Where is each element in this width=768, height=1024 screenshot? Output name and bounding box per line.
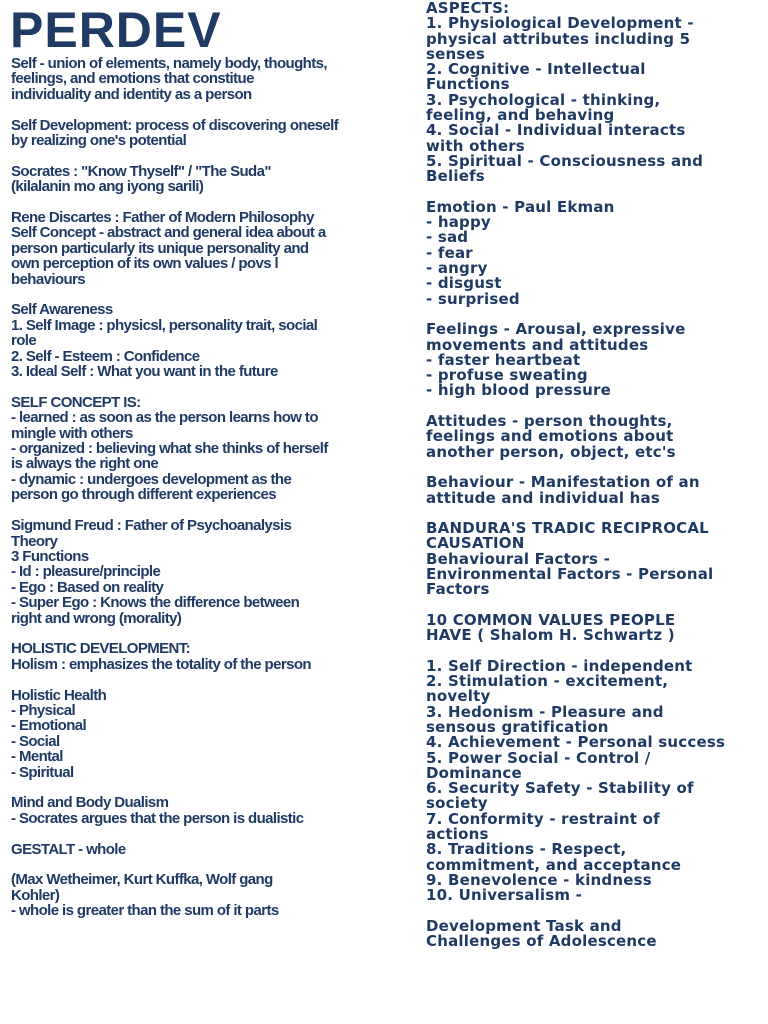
text-line: actions: [426, 825, 489, 844]
text-line: Challenges of Adolescence: [426, 932, 657, 951]
text-line: 3. Psychological - thinking,: [426, 90, 661, 109]
section-self-development: [11, 118, 423, 149]
text-line: feelings, and emotions that constitue: [11, 70, 254, 88]
section-gestalt-people: [11, 872, 423, 918]
section-behaviour: [426, 475, 768, 506]
text-line: society: [426, 794, 488, 813]
section-holistic-development: [11, 641, 423, 672]
text-line: - learned : as soon as the person learns how to: [11, 409, 318, 427]
text-line: Holism : emphasizes the totality of the person: [11, 655, 311, 673]
text-line: Development Task and: [426, 916, 622, 935]
section-self-definition: [11, 56, 423, 102]
text-line: - faster heartbeat: [426, 350, 581, 369]
text-line: 6. Security Safety - Stability of: [426, 779, 694, 798]
text-line: Rene Discartes : Father of Modern Philosophy: [11, 209, 314, 227]
text-line: own perception of its own values / povs l: [11, 255, 279, 273]
text-line: - surprised: [426, 289, 520, 308]
text-line: physical attributes including 5: [426, 29, 691, 48]
text-line: Emotion - Paul Ekman: [426, 197, 615, 216]
text-line: 3. Hedonism - Pleasure and: [426, 702, 664, 721]
text-line: another person, object, etc's: [426, 442, 676, 461]
text-line: by realizing one's potential: [11, 132, 187, 150]
text-line: HAVE ( Shalom H. Schwartz ): [426, 626, 675, 645]
text-line: feelings and emotions about: [426, 427, 674, 446]
text-line: Self Concept - abstract and general idea about a: [11, 224, 326, 242]
text-line: 10. Universalism -: [426, 886, 583, 905]
text-line: 4. Achievement - Personal success: [426, 733, 726, 752]
text-line: CAUSATION: [426, 534, 525, 553]
text-line: mingle with others: [11, 424, 133, 442]
text-line: Mind and Body Dualism: [11, 794, 169, 812]
text-line: - Id : pleasure/principle: [11, 563, 161, 581]
section-rene-descartes: [11, 210, 423, 287]
section-sigmund-freud: [11, 518, 423, 626]
left-column: [11, 56, 423, 934]
text-line: (Max Wetheimer, Kurt Kuffka, Wolf gang: [11, 871, 273, 889]
text-line: Theory: [11, 532, 58, 550]
text-line: GESTALT - whole: [11, 840, 126, 858]
text-line: person particularly its unique personality and: [11, 239, 309, 257]
text-line: Attitudes - person thoughts,: [426, 412, 673, 431]
text-line: attitude and individual has: [426, 488, 660, 507]
text-line: - angry: [426, 259, 488, 278]
text-line: with others: [426, 136, 525, 155]
page-title: PERDEV: [10, 2, 222, 58]
text-line: (kilalanin mo ang iyong sarili): [11, 178, 204, 196]
section-holistic-health: [11, 688, 423, 780]
text-line: 1. Physiological Development -: [426, 14, 694, 33]
text-line: Functions: [426, 75, 510, 94]
text-line: - whole is greater than the sum of it parts: [11, 902, 279, 920]
section-self-concept-is: [11, 395, 423, 503]
text-line: - Mental: [11, 748, 63, 766]
text-line: - sad: [426, 228, 469, 247]
text-line: 10 COMMON VALUES PEOPLE: [426, 610, 676, 629]
right-column: [426, 1, 768, 965]
text-line: novelty: [426, 687, 491, 706]
text-line: Self Awareness: [11, 301, 113, 319]
section-emotion: [426, 197, 768, 308]
section-aspects: [426, 1, 768, 185]
text-line: 7. Conformity - restraint of: [426, 809, 660, 828]
text-line: Holistic Health: [11, 686, 107, 704]
text-line: 1. Self Image : physicsl, personality trait, social: [11, 316, 318, 334]
text-line: - fear: [426, 243, 473, 262]
text-line: 8. Traditions - Respect,: [426, 840, 627, 859]
text-line: - happy: [426, 213, 491, 232]
text-line: - Socrates argues that the person is dualistic: [11, 809, 304, 827]
text-line: - Emotional: [11, 717, 87, 735]
text-line: feeling, and behaving: [426, 106, 615, 125]
text-line: 2. Stimulation - excitement,: [426, 672, 669, 691]
text-line: Behaviour - Manifestation of an: [426, 473, 700, 492]
text-line: 4. Social - Individual interacts: [426, 121, 686, 140]
text-line: - Spiritual: [11, 763, 74, 781]
text-line: person go through different experiences: [11, 486, 276, 504]
section-attitudes: [426, 414, 768, 460]
text-line: - Super Ego : Knows the difference between: [11, 594, 300, 612]
text-line: Environmental Factors - Personal: [426, 564, 714, 583]
section-feelings: [426, 322, 768, 398]
text-line: - dynamic : undergoes development as the: [11, 470, 292, 488]
text-line: SELF CONCEPT IS:: [11, 393, 141, 411]
text-line: - high blood pressure: [426, 381, 611, 400]
section-mind-body-dualism: [11, 795, 423, 826]
text-line: senses: [426, 44, 486, 63]
section-self-awareness: [11, 302, 423, 379]
text-line: commitment, and acceptance: [426, 855, 682, 874]
text-line: BANDURA'S TRADIC RECIPROCAL: [426, 519, 709, 538]
text-line: HOLISTIC DEVELOPMENT:: [11, 640, 191, 658]
text-line: Feelings - Arousal, expressive: [426, 320, 686, 339]
text-line: 5. Spiritual - Consciousness and: [426, 151, 704, 170]
text-line: Self - union of elements, namely body, thoughts,: [11, 55, 327, 72]
text-line: Factors: [426, 580, 490, 599]
text-line: Self Development: process of discovering oneself: [11, 116, 339, 134]
text-line: - disgust: [426, 274, 502, 293]
text-line: ASPECTS:: [426, 0, 510, 17]
text-line: - profuse sweating: [426, 366, 588, 385]
section-gestalt: [11, 842, 423, 857]
text-line: 3 Functions: [11, 547, 89, 565]
text-line: Dominance: [426, 763, 522, 782]
text-line: behaviours: [11, 270, 86, 288]
text-line: 3. Ideal Self : What you want in the future: [11, 363, 278, 381]
text-line: Socrates : "Know Thyself" / "The Suda": [11, 162, 271, 180]
text-line: 9. Benevolence - kindness: [426, 870, 652, 889]
text-line: Behavioural Factors -: [426, 549, 611, 568]
section-development-task: [426, 916, 768, 951]
text-line: movements and attitudes: [426, 335, 649, 354]
text-line: - Ego : Based on reality: [11, 578, 164, 596]
text-line: is always the right one: [11, 455, 159, 473]
text-line: 1. Self Direction - independent: [426, 656, 693, 675]
section-bandura: [426, 521, 768, 597]
text-line: 2. Self - Esteem : Confidence: [11, 347, 200, 365]
text-line: Kohler): [11, 886, 60, 904]
text-line: sensous gratification: [426, 717, 609, 736]
section-socrates: [11, 164, 423, 195]
text-line: Sigmund Freud : Father of Psychoanalysis: [11, 517, 292, 535]
section-common-values-list: [426, 656, 768, 905]
text-line: 5. Power Social - Control /: [426, 748, 651, 767]
section-common-values-heading: [426, 610, 768, 645]
text-line: - Social: [11, 732, 60, 750]
text-line: 2. Cognitive - Intellectual: [426, 60, 646, 79]
text-line: - organized : believing what she thinks of herself: [11, 440, 328, 458]
text-line: individuality and identity as a person: [11, 85, 252, 103]
text-line: right and wrong (morality): [11, 609, 182, 627]
text-line: role: [11, 332, 37, 350]
text-line: Beliefs: [426, 167, 485, 186]
text-line: - Physical: [11, 701, 76, 719]
